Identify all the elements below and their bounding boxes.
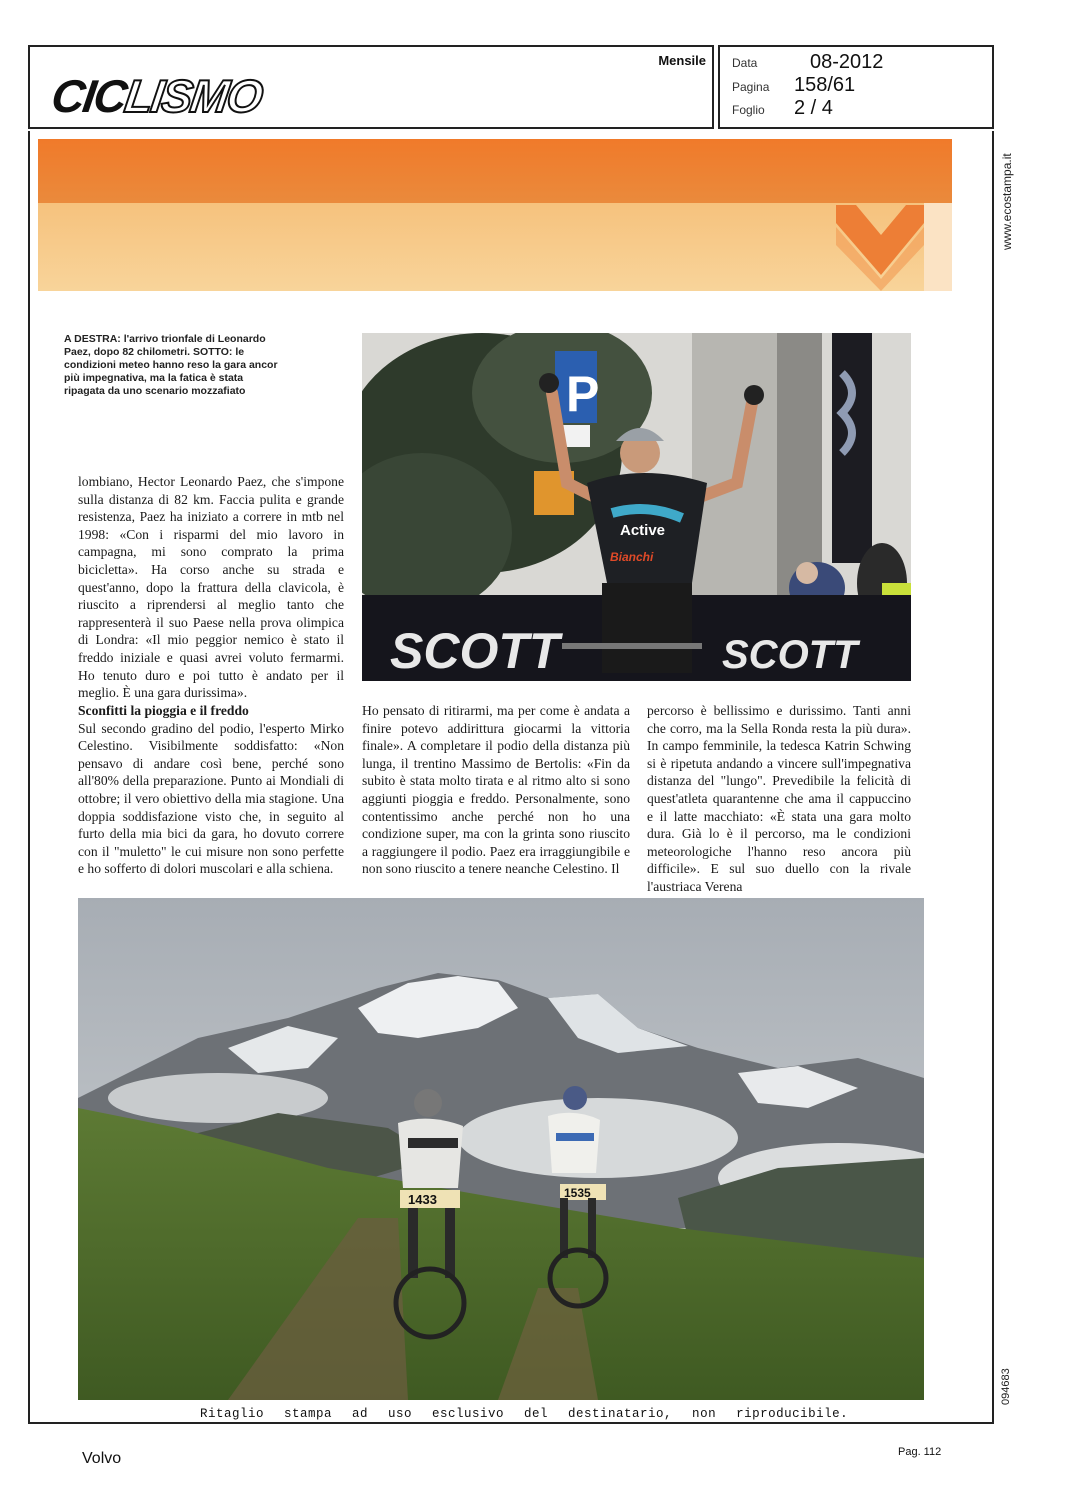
pagina-value: 158/61 — [794, 74, 856, 96]
logo-bold-part: CIC — [48, 70, 129, 122]
jersey-text: Active — [620, 522, 666, 539]
frequency-label: Mensile — [658, 53, 706, 68]
header-meta-box — [718, 45, 994, 129]
article-paragraph-col3: percorso è bellissimo e durissimo. Tanti anni che corro, ma la Sella Ronda resta la più dura». In campo femminile, la tedesca Katrin Schwing si è ripetuta andando a vincere sull'impegnativa distanza del "lungo". Prevedibile la felicità di quest'atleta quarantenne che ama il cappuccino e il latte macchiato: «È stata una gara molto dura. Già lo è il percorso, ma le condizioni meteorologiche l'hanno reso ancora più difficile». E sul suo duello con la rivale l'austriaca Verena — [647, 703, 911, 894]
data-label: Data — [732, 56, 758, 70]
page-number: Pag. 112 — [898, 1446, 942, 1458]
winner-photo — [362, 333, 911, 681]
bib-left: 1433 — [408, 1192, 437, 1207]
article-column-3 — [647, 702, 911, 896]
photo-caption: A DESTRA: l'arrivo trionfale di Leonardo Paez, dopo 82 chilometri. SOTTO: le condizioni meteo hanno reso la gara ancor più impegnativa, ma la fatica è stata ripagata da uno scenario mozzafiato — [64, 333, 278, 397]
foglio-label: Foglio — [732, 103, 765, 117]
peach-band — [38, 203, 926, 291]
winner-photo-art — [362, 333, 911, 681]
article-column-1 — [78, 702, 344, 878]
article-subhead: Sconfitti la pioggia e il freddo — [78, 703, 249, 718]
scott-banner-text: SCOTT — [390, 623, 560, 679]
article-paragraph-col2: Ho pensato di ritirarmi, ma per come è andata a finire potevo addirittura giocarmi la vittoria finale». A completare il podio della distanza più lunga, il trentino Massimo de Bertolis: «Fin da subito è stata molto tirata e al ritmo alto si sono aggiunti pioggia e freddo. Personalmente, sono contentissimo anche perché non ho una condizione super, ma con la grinta sono riuscito a raggiungere il podio. Paez era irraggiungibile e non sono riuscito a tenere neanche Celestino. Il — [362, 703, 630, 877]
article-column-left-top — [78, 473, 344, 702]
mountain-photo-art — [78, 898, 924, 1400]
orange-top-band — [38, 139, 952, 203]
article-column-2 — [362, 702, 630, 878]
article-paragraph-col1: Sul secondo gradino del podio, l'esperto Mirko Celestino. Visibilmente soddisfatto: «Non pensavo di andare così bene, perché sono all'80% della preparazione. Punto ai Mondiali di ottobre; il vero obiettivo della mia stagione. Una doppia soddisfazione visto che, in seguito al furto della mia bici da gara, ho dovuto correre con il "muletto" le cui misure non sono perfette e ho sofferto di dolori muscolari e alla schiena. — [78, 720, 344, 877]
header-masthead-box — [28, 45, 714, 129]
bib-right: 1535 — [564, 1186, 591, 1200]
data-value: 08-2012 — [810, 51, 884, 73]
foglio-value: 2 / 4 — [794, 97, 833, 119]
website-vertical: www.ecostampa.it — [1000, 153, 1014, 250]
pagina-label: Pagina — [732, 80, 770, 94]
logo-outline-part: LISMO — [121, 70, 265, 122]
publication-logo — [48, 70, 265, 122]
footer-rule — [28, 1422, 994, 1424]
copyright-note: Ritaglio stampa ad uso esclusivo del destinatario, non riproducibile. — [200, 1407, 849, 1421]
svg-text:SCOTT: SCOTT — [722, 633, 858, 677]
code-vertical: 094683 — [1000, 1368, 1012, 1405]
source-name: Volvo — [82, 1450, 122, 1467]
jersey-sponsor: Bianchi — [610, 550, 654, 564]
mountain-riders-photo — [78, 898, 924, 1400]
article-paragraph-intro: lombiano, Hector Leonardo Paez, che s'impone sulla distanza di 82 km. Faccia pulita e grande resistenza, Paez ha iniziato a correre in mtb nel 1998: «Con i risparmi del mio lavoro in campagna, mi sono comprato la prima bicicletta». Ha corso anche su strada e quest'anno, dopo la frattura della clavicola, è riuscito a riprendersi al meglio tanto che rappresenterà il suo Paese nella prova olimpica di Londra: «Il mio peggior nemico è stato il freddo iniziale e quasi avrei voluto fermarmi. Ho tenuto duro e poi tutto è andato per il meglio. È una gara durissima». — [78, 474, 344, 701]
parking-sign-letter: P — [566, 366, 600, 422]
band-lower-right-strip — [924, 203, 952, 291]
chevron-graphic — [836, 205, 926, 291]
